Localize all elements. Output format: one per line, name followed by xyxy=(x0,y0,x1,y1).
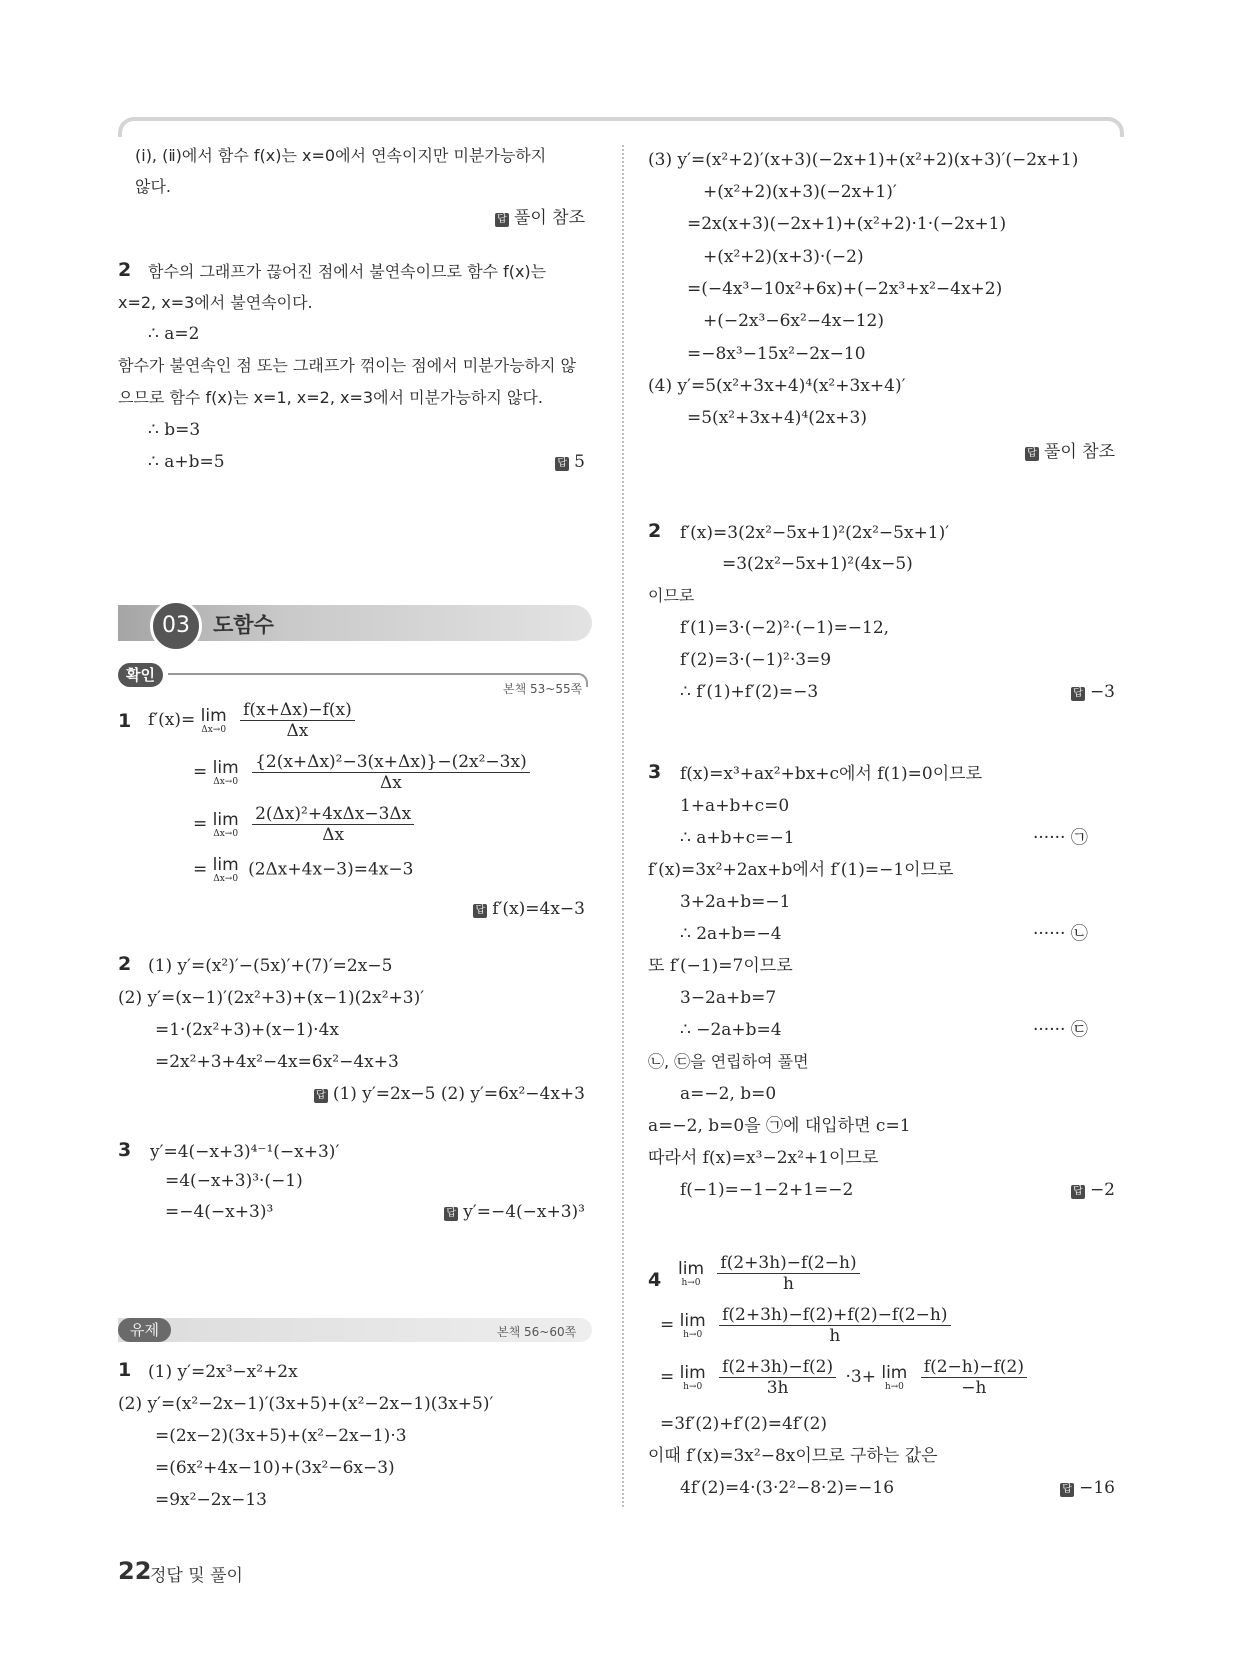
q3-line-10: ㉡, ㉢을 연립하여 풀면 xyxy=(648,1052,809,1071)
answer-icon: 답 xyxy=(473,904,487,918)
q3-line-12: a=−2, b=0을 ㉠에 대입하면 c=1 xyxy=(648,1116,911,1136)
prob2-line-7: ∴ a+b=5 xyxy=(148,452,225,472)
c1-row-4: = lim Δx→0 (2Δx+4x−3)=4x−3 xyxy=(193,855,414,884)
r3-line-1: (3) y′=(x²+2)′(x+3)(−2x+1)+(x²+2)(x+3)′(−2x+1) xyxy=(648,150,1079,170)
problem-number: 1 xyxy=(118,1359,132,1381)
problem-number: 2 xyxy=(648,520,662,542)
fraction: $\frac{f(2-h)-f(2)}{-h}$ xyxy=(921,1357,1027,1398)
r3-line-8: (4) y′=5(x²+3x+4)⁴(x²+3x+4)′ xyxy=(648,376,906,396)
c1-row-1 xyxy=(148,700,359,741)
r3-line-4: +(x²+2)(x+3)·(−2) xyxy=(703,247,864,267)
check-book-ref: 본책 53~55쪽 xyxy=(503,682,583,696)
problem-number: 1 xyxy=(118,710,132,732)
q4-line-4: =3f′(2)+f′(2)=4f′(2) xyxy=(660,1414,828,1434)
q3-answer: 답 −2 xyxy=(1071,1179,1115,1201)
r3-line-7: =−8x³−15x²−2x−10 xyxy=(687,344,866,364)
r3-line-3: =2x(x+3)(−2x+1)+(x²+2)·1·(−2x+1) xyxy=(687,214,1007,234)
q3-line-7: 또 f′(−1)=7이므로 xyxy=(648,956,793,976)
check-badge: 확인 xyxy=(118,663,163,687)
problem-number: 3 xyxy=(648,761,662,783)
problem-number: 4 xyxy=(648,1269,662,1291)
c3-answer: 답 y′=−4(−x+3)³ xyxy=(444,1201,585,1223)
q3-line-6: ∴ 2a+b=−4 xyxy=(680,924,782,944)
fraction: $\frac{f(x+\Delta x)-f(x)}{\Delta x}$ xyxy=(240,700,355,741)
p1-line-3: =(2x−2)(3x+5)+(x²−2x−1)·3 xyxy=(155,1426,407,1446)
fraction: $\frac{\text{2(Δx)²+4xΔx−3Δx}}{\Delta x}$ xyxy=(252,804,414,845)
practice-book-ref: 본책 56~60쪽 xyxy=(497,1325,577,1339)
q3-line-3: ∴ a+b+c=−1 xyxy=(680,828,795,848)
p1-line-1: (1) y′=2x³−x²+2x xyxy=(148,1362,298,1382)
r3-line-5: =(−4x³−10x²+6x)+(−2x³+x²−4x+2) xyxy=(687,279,1003,299)
answer-icon: 답 xyxy=(1060,1483,1074,1497)
c1-answer: 답 f′(x)=4x−3 xyxy=(473,898,585,920)
section-number: 03 xyxy=(150,600,202,652)
lim: lim h→0 xyxy=(679,1310,706,1340)
c1-row-2: = lim Δx→0 $\frac{\text{\{2(x+Δx)²−3(x+Δx)\}−(2x²−3x)}}{\Delta x}$ xyxy=(193,752,534,793)
c2-line-3: =1·(2x²+3)+(x−1)·4x xyxy=(155,1020,339,1040)
answer-icon: 답 xyxy=(495,213,509,227)
lim: lim Δx→0 xyxy=(200,705,227,735)
c2-line-4: =2x²+3+4x²−4x=6x²−4x+3 xyxy=(155,1052,399,1072)
r3-answer: 답 풀이 참조 xyxy=(1025,441,1115,463)
c1-row-3: = lim Δx→0 $\frac{\text{2(Δx)²+4xΔx−3Δx}}{\Delta x}$ xyxy=(193,804,418,845)
c3-line-3: =−4(−x+3)³ xyxy=(165,1202,274,1222)
column-divider xyxy=(622,145,624,1507)
q4-line-6: 4f′(2)=4·(3·2²−8·2)=−16 xyxy=(680,1478,895,1498)
q3-line-8: 3−2a+b=7 xyxy=(680,988,777,1008)
practice-badge: 유제 xyxy=(118,1318,171,1342)
q4-line-5: 이때 f′(x)=3x²−8x이므로 구하는 값은 xyxy=(648,1446,938,1466)
footer-title: 정답 및 풀이 xyxy=(150,1566,243,1586)
fraction: $\frac{f(2+3h)-f(2-h)}{h}$ xyxy=(717,1253,859,1294)
q3-line-11: a=−2, b=0 xyxy=(680,1084,777,1104)
answer-icon: 답 xyxy=(1025,447,1039,461)
q3-marker-1: ······ ㉠ xyxy=(1033,828,1088,848)
q3-line-14: f(−1)=−1−2+1=−2 xyxy=(680,1180,854,1200)
q2-answer: 답 −3 xyxy=(1071,681,1115,703)
c2-line-1: (1) y′=(x²)′−(5x)′+(7)′=2x−5 xyxy=(148,956,393,976)
c1-lhs: f′(x)= xyxy=(148,710,196,730)
q2-line-4: f′(1)=3·(−2)²·(−1)=−12, xyxy=(680,618,890,638)
q3-line-9: ∴ −2a+b=4 xyxy=(680,1020,782,1040)
fraction: $\frac{\text{\{2(x+Δx)²−3(x+Δx)\}−(2x²−3x)}}{\Delta x}$ xyxy=(252,752,530,793)
answer-icon: 답 xyxy=(555,457,569,471)
q3-line-1: f(x)=x³+ax²+bx+c에서 f(1)=0이므로 xyxy=(680,764,982,784)
answer-icon: 답 xyxy=(314,1089,328,1103)
top-rule xyxy=(118,117,1124,137)
prob2-line-4: 함수가 불연속인 점 또는 그래프가 꺾이는 점에서 미분가능하지 않 xyxy=(118,356,577,375)
lim: lim h→0 xyxy=(679,1362,706,1392)
prob2-answer: 답 5 xyxy=(555,451,585,473)
p1-line-2: (2) y′=(x²−2x−1)′(3x+5)+(x²−2x−1)(3x+5)′ xyxy=(118,1394,494,1414)
page-number: 22 xyxy=(118,1557,152,1585)
c3-line-2: =4(−x+3)³·(−1) xyxy=(165,1171,303,1191)
fraction: $\frac{f(2+3h)-f(2)+f(2)-f(2-h)}{h}$ xyxy=(719,1305,950,1346)
prob2-line-5: 으므로 함수 f(x)는 x=1, x=2, x=3에서 미분가능하지 않다. xyxy=(118,388,543,407)
problem-number: 2 xyxy=(118,953,132,975)
problem-number: 3 xyxy=(118,1139,132,1161)
prob2-line-3: ∴ a=2 xyxy=(148,324,200,344)
answer-icon: 답 xyxy=(444,1207,458,1221)
q3-line-13: 따라서 f(x)=x³−2x²+1이므로 xyxy=(648,1148,879,1168)
q4-answer: 답 −16 xyxy=(1060,1477,1115,1499)
prob2-line-6: ∴ b=3 xyxy=(148,420,201,440)
c2-answer: 답 (1) y′=2x−5 (2) y′=6x²−4x+3 xyxy=(314,1083,585,1105)
r3-line-9: =5(x²+3x+4)⁴(2x+3) xyxy=(687,408,867,428)
q2-line-6: ∴ f′(1)+f′(2)=−3 xyxy=(680,682,819,702)
q3-marker-2: ······ ㉡ xyxy=(1033,924,1088,944)
lim: lim h→0 xyxy=(678,1258,705,1288)
r3-line-6: +(−2x³−6x²−4x−12) xyxy=(703,311,884,331)
q2-line-5: f′(2)=3·(−1)²·3=9 xyxy=(680,650,832,670)
q4-row-2: = lim h→0 $\frac{f(2+3h)-f(2)+f(2)-f(2-h)}{h}$ xyxy=(660,1305,955,1346)
q3-line-5: 3+2a+b=−1 xyxy=(680,892,791,912)
p1-line-5: =9x²−2x−13 xyxy=(155,1490,267,1510)
answer-icon: 답 xyxy=(1071,687,1085,701)
intro-line-2: 않다. xyxy=(135,177,171,196)
r3-line-2: +(x²+2)(x+3)(−2x+1)′ xyxy=(703,182,897,202)
q3-line-2: 1+a+b+c=0 xyxy=(680,796,790,816)
q3-line-4: f′(x)=3x²+2ax+b에서 f′(1)=−1이므로 xyxy=(648,860,954,880)
p1-line-4: =(6x²+4x−10)+(3x²−6x−3) xyxy=(155,1458,395,1478)
c3-line-1: y′=4(−x+3)⁴⁻¹(−x+3)′ xyxy=(150,1142,340,1162)
prob2-line-2: x=2, x=3에서 불연속이다. xyxy=(118,293,313,312)
intro-line-1: (ⅰ), (ⅱ)에서 함수 f(x)는 x=0에서 연속이지만 미분가능하지 xyxy=(135,146,547,165)
answer-icon: 답 xyxy=(1071,1185,1085,1199)
lim: lim h→0 xyxy=(881,1362,908,1392)
q4-row-3: = lim h→0 $\frac{f(2+3h)-f(2)}{3h}$ ·3+ lim h→0 $\frac{f(2-h)-f(2)}{-h}$ xyxy=(660,1357,1031,1398)
q2-line-3: 이므로 xyxy=(648,586,695,605)
fraction: $\frac{f(2+3h)-f(2)}{3h}$ xyxy=(719,1357,836,1398)
c2-line-2: (2) y′=(x−1)′(2x²+3)+(x−1)(2x²+3)′ xyxy=(118,988,425,1008)
prob2-line-1: 함수의 그래프가 끊어진 점에서 불연속이므로 함수 f(x)는 xyxy=(148,262,547,281)
lim: lim Δx→0 xyxy=(212,855,239,884)
intro-answer: 답 풀이 참조 xyxy=(495,207,585,229)
lim: lim Δx→0 xyxy=(212,809,239,839)
lim: lim Δx→0 xyxy=(212,757,239,787)
q2-line-1: f′(x)=3(2x²−5x+1)²(2x²−5x+1)′ xyxy=(680,523,950,543)
problem-number: 2 xyxy=(118,259,132,281)
q2-line-2: =3(2x²−5x+1)²(4x−5) xyxy=(722,554,913,574)
section-title: 도함수 xyxy=(213,613,274,637)
q4-row-1 xyxy=(678,1253,864,1294)
q3-marker-3: ······ ㉢ xyxy=(1033,1020,1088,1040)
